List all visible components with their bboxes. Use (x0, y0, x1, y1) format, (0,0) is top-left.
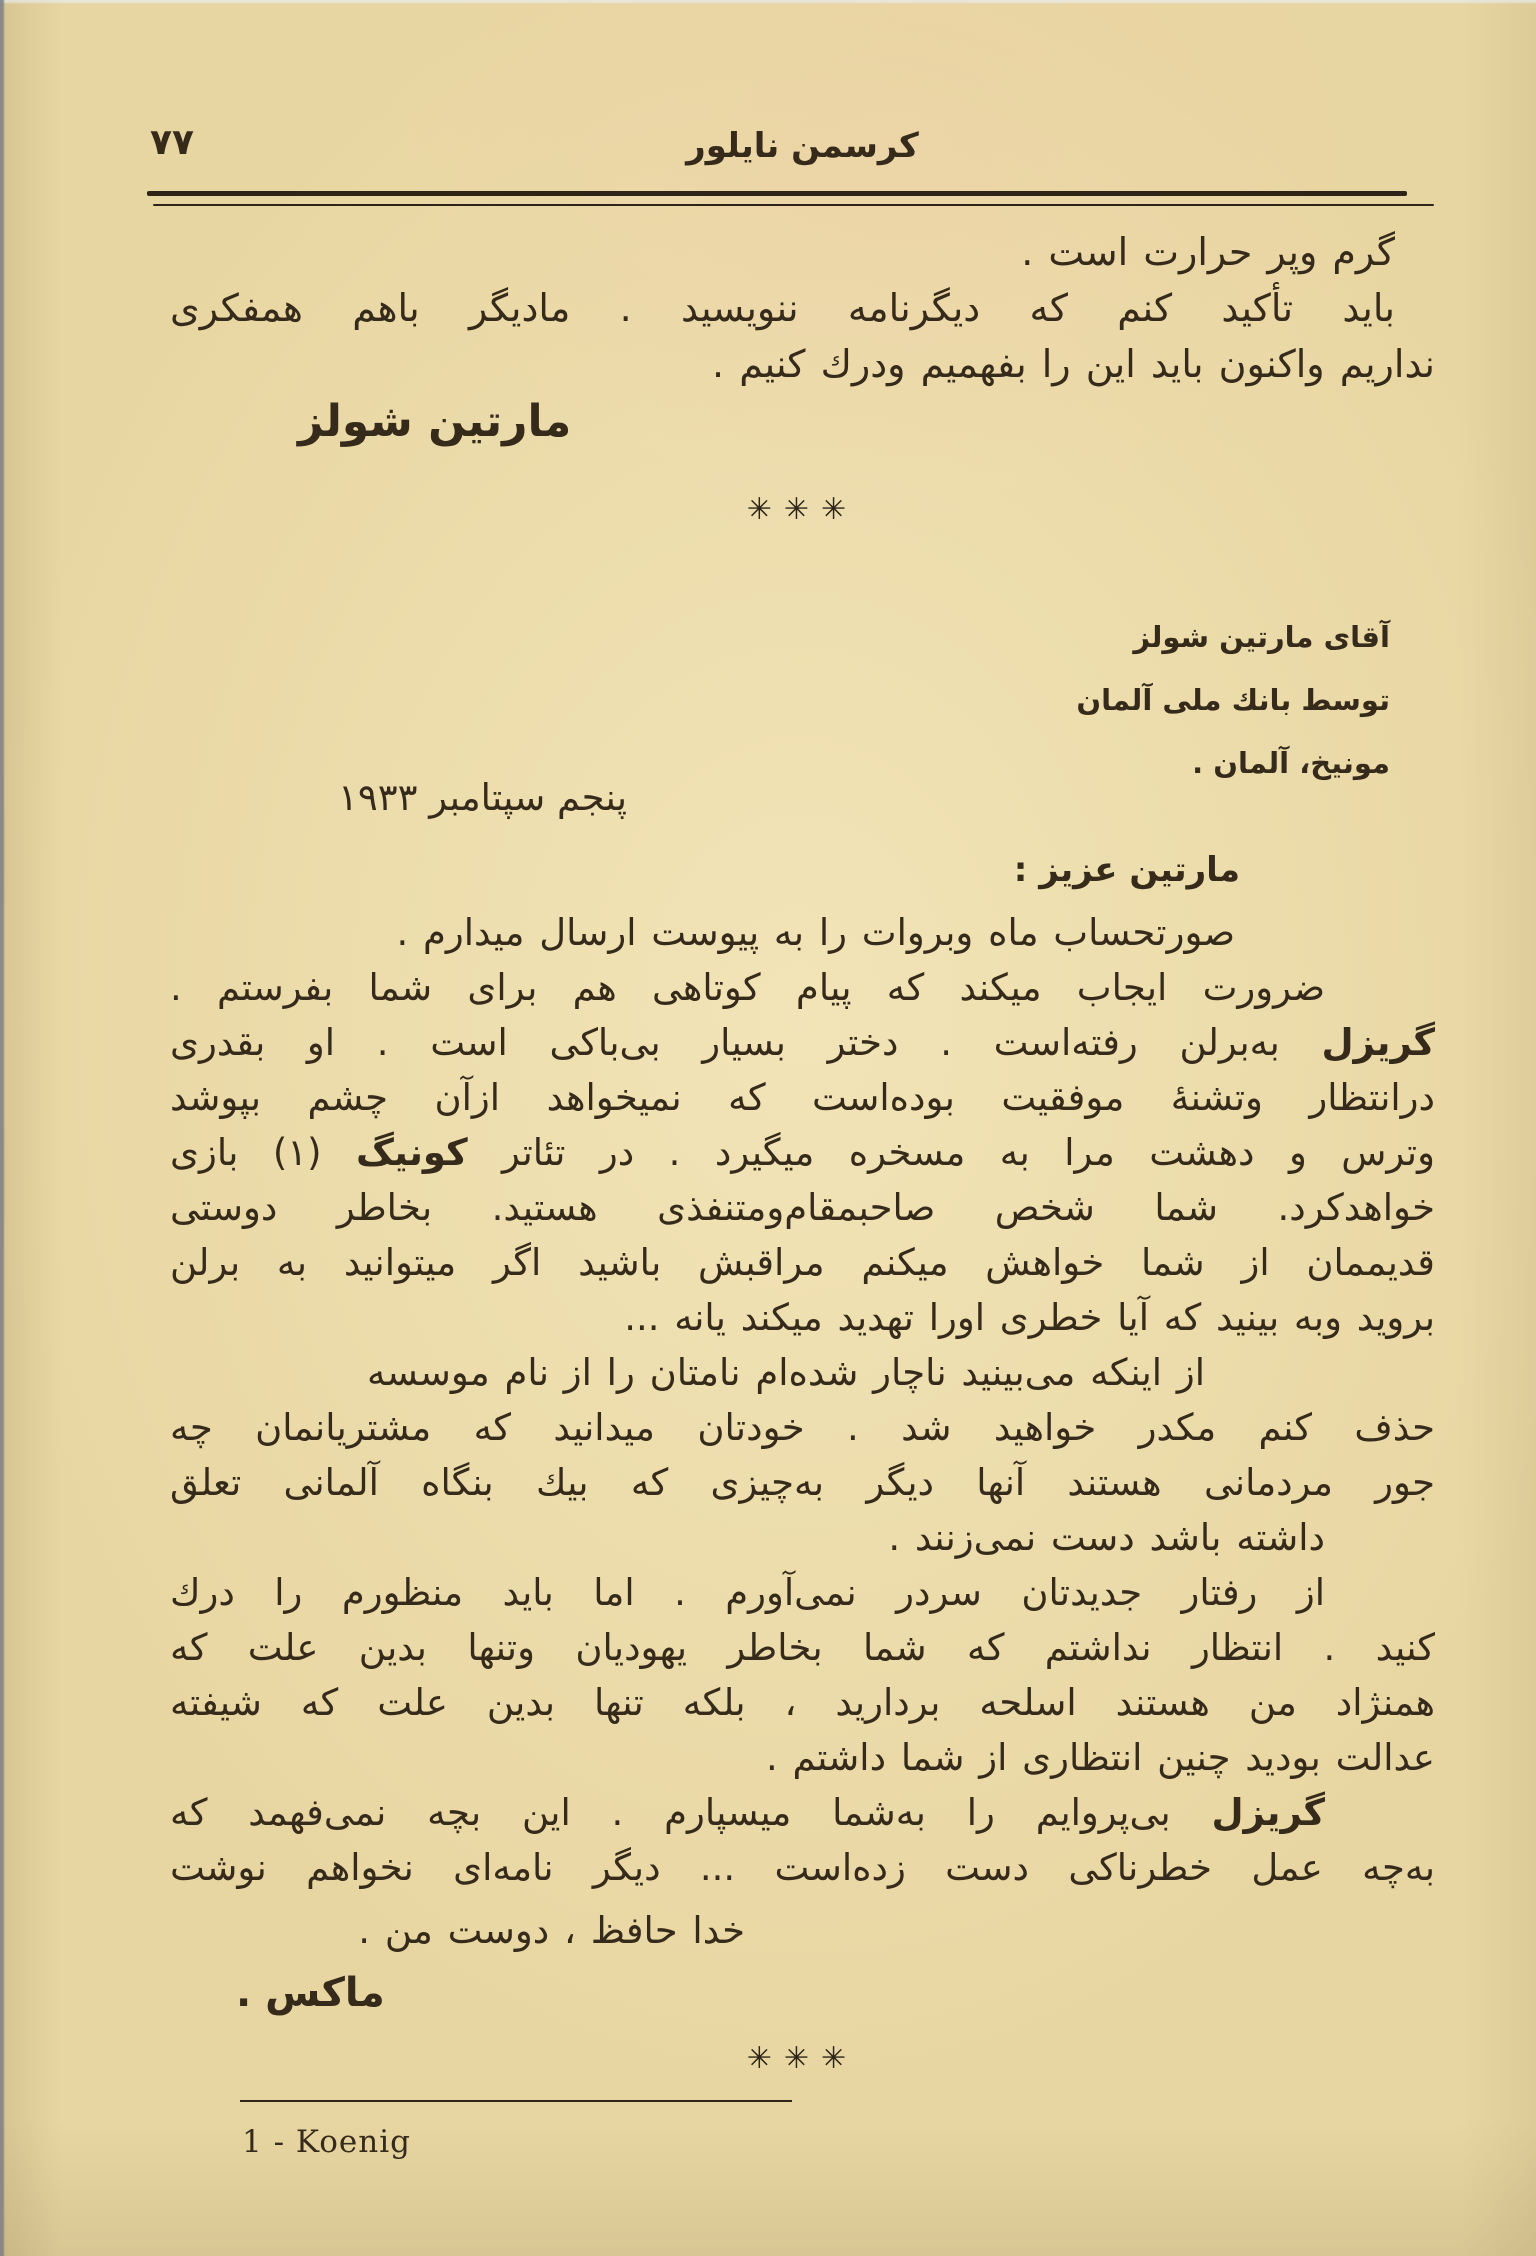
text-line (170, 1400, 1435, 1455)
text-run: جور مردمانی هستند آنها دیگر به‌چیزی که بیك بنگاه آلمانی تعلق (170, 1461, 1435, 1504)
page-number: ۷۷ (150, 122, 194, 163)
text-line (170, 1290, 1435, 1345)
letter-body-lines (170, 905, 1435, 1895)
text-line (170, 280, 1435, 336)
text-run: صورتحساب ماه وبروات را به پیوست ارسال میدارم . (396, 911, 1235, 954)
text-line (170, 1620, 1435, 1675)
text-line (170, 1070, 1435, 1125)
text-run: کنید . انتظار نداشتم که شما بخاطر یهودیان وتنها بدین علت که (170, 1626, 1435, 1669)
text-line (170, 1730, 1435, 1785)
text-run: خواهدکرد. شما شخص صاحبمقام‌ومتنفذی هستید. بخاطر دوستی (170, 1186, 1435, 1229)
address-line: مونیخ، آلمان . (1192, 746, 1390, 780)
bold-name: گریزل (1211, 1791, 1325, 1834)
text-run: عدالت بودید چنین انتظاری از شما داشتم . (765, 1736, 1435, 1779)
text-line (170, 1785, 1435, 1840)
text-run: نداریم واکنون باید این را بفهمیم ودرك کنیم . (712, 342, 1435, 386)
text-line (170, 1125, 1435, 1180)
text-line (170, 1235, 1435, 1290)
text-run: گرم وپر حرارت است . (1021, 230, 1395, 274)
text-run: به‌چه عمل خطرناکی دست زده‌است ... دیگر نامه‌ای نخواهم نوشت (170, 1846, 1435, 1889)
text-line (170, 1840, 1435, 1895)
text-run: بروید وبه بینید که آیا خطری اورا تهدید میکند یانه ... (624, 1296, 1435, 1339)
letter-closing-paragraph (170, 224, 1435, 392)
header-rule-thick (147, 191, 1407, 196)
header-rule-thin (153, 204, 1434, 206)
bold-name: کونیگ (356, 1131, 468, 1174)
salutation: مارتین عزیز : (1013, 850, 1240, 890)
text-run: ضرورت ایجاب میکند که پیام کوتاهی هم برای شما بفرستم . (170, 966, 1325, 1009)
text-run: به‌برلن رفته‌است . دختر بسیار بی‌باکی است . او بقدری (170, 1021, 1322, 1064)
text-run: داشته باشد دست نمی‌زنند . (888, 1516, 1325, 1559)
running-title: کرسمن نایلور (686, 126, 919, 166)
text-line (170, 1180, 1435, 1235)
text-line (170, 336, 1435, 392)
text-run: وترس و دهشت مرا به مسخره میگیرد . در تئاتر (467, 1131, 1435, 1174)
text-run: باید تأکید کنم که دیگرنامه ننویسید . مادیگر باهم همفکری (170, 286, 1395, 330)
text-run: همنژاد من هستند اسلحه بردارید ، بلکه تنها بدین علت که شیفته (170, 1681, 1435, 1724)
address-line: آقای مارتین شولز (1133, 620, 1390, 654)
asterisk-ornament: ✳✳✳ (746, 492, 859, 527)
text-run: از رفتار جدیدتان سردر نمی‌آورم . اما باید منظورم را درك (170, 1571, 1325, 1614)
text-run: قدیممان از شما خواهش میکنم مراقبش باشید اگر میتوانید به برلن (170, 1241, 1435, 1284)
text-line (170, 1015, 1435, 1070)
valediction: خدا حافظ ، دوست من . (358, 1909, 745, 1952)
bold-name: گریزل (1321, 1021, 1435, 1064)
text-line (170, 224, 1435, 280)
letter-date: پنجم سپتامبر ۱۹۳۳ (338, 776, 627, 819)
signature-max: ماکس . (236, 1970, 385, 2016)
text-run: حذف کنم مکدر خواهید شد . خودتان میدانید که مشتریانمان چه (170, 1406, 1435, 1449)
text-run: درانتظار وتشنهٔ موفقیت بوده‌است که نمیخواهد ازآن چشم بپوشد (170, 1076, 1435, 1119)
text-line (170, 960, 1435, 1015)
signature-martin-schulse: مارتین شولز (298, 396, 572, 447)
letter-body (170, 905, 1435, 2076)
footnote-rule (240, 2100, 792, 2102)
text-line (170, 1510, 1435, 1565)
text-run: از اینکه می‌بینید ناچار شده‌ام نامتان را از نام موسسه (366, 1351, 1205, 1394)
text-line (170, 1345, 1435, 1400)
text-run: (۱) بازی (170, 1131, 356, 1174)
text-line (170, 1675, 1435, 1730)
footnote-text: 1 - Koenig (242, 2124, 411, 2160)
text-line (170, 1455, 1435, 1510)
text-run: بی‌پروایم را به‌شما میسپارم . این بچه نمی‌فهمد که (170, 1791, 1212, 1834)
text-line (170, 905, 1435, 960)
asterisk-ornament: ✳✳✳ (746, 2041, 859, 2076)
address-line: توسط بانك ملی آلمان (1076, 683, 1390, 717)
recipient-address (170, 606, 1435, 795)
text-line (170, 1565, 1435, 1620)
